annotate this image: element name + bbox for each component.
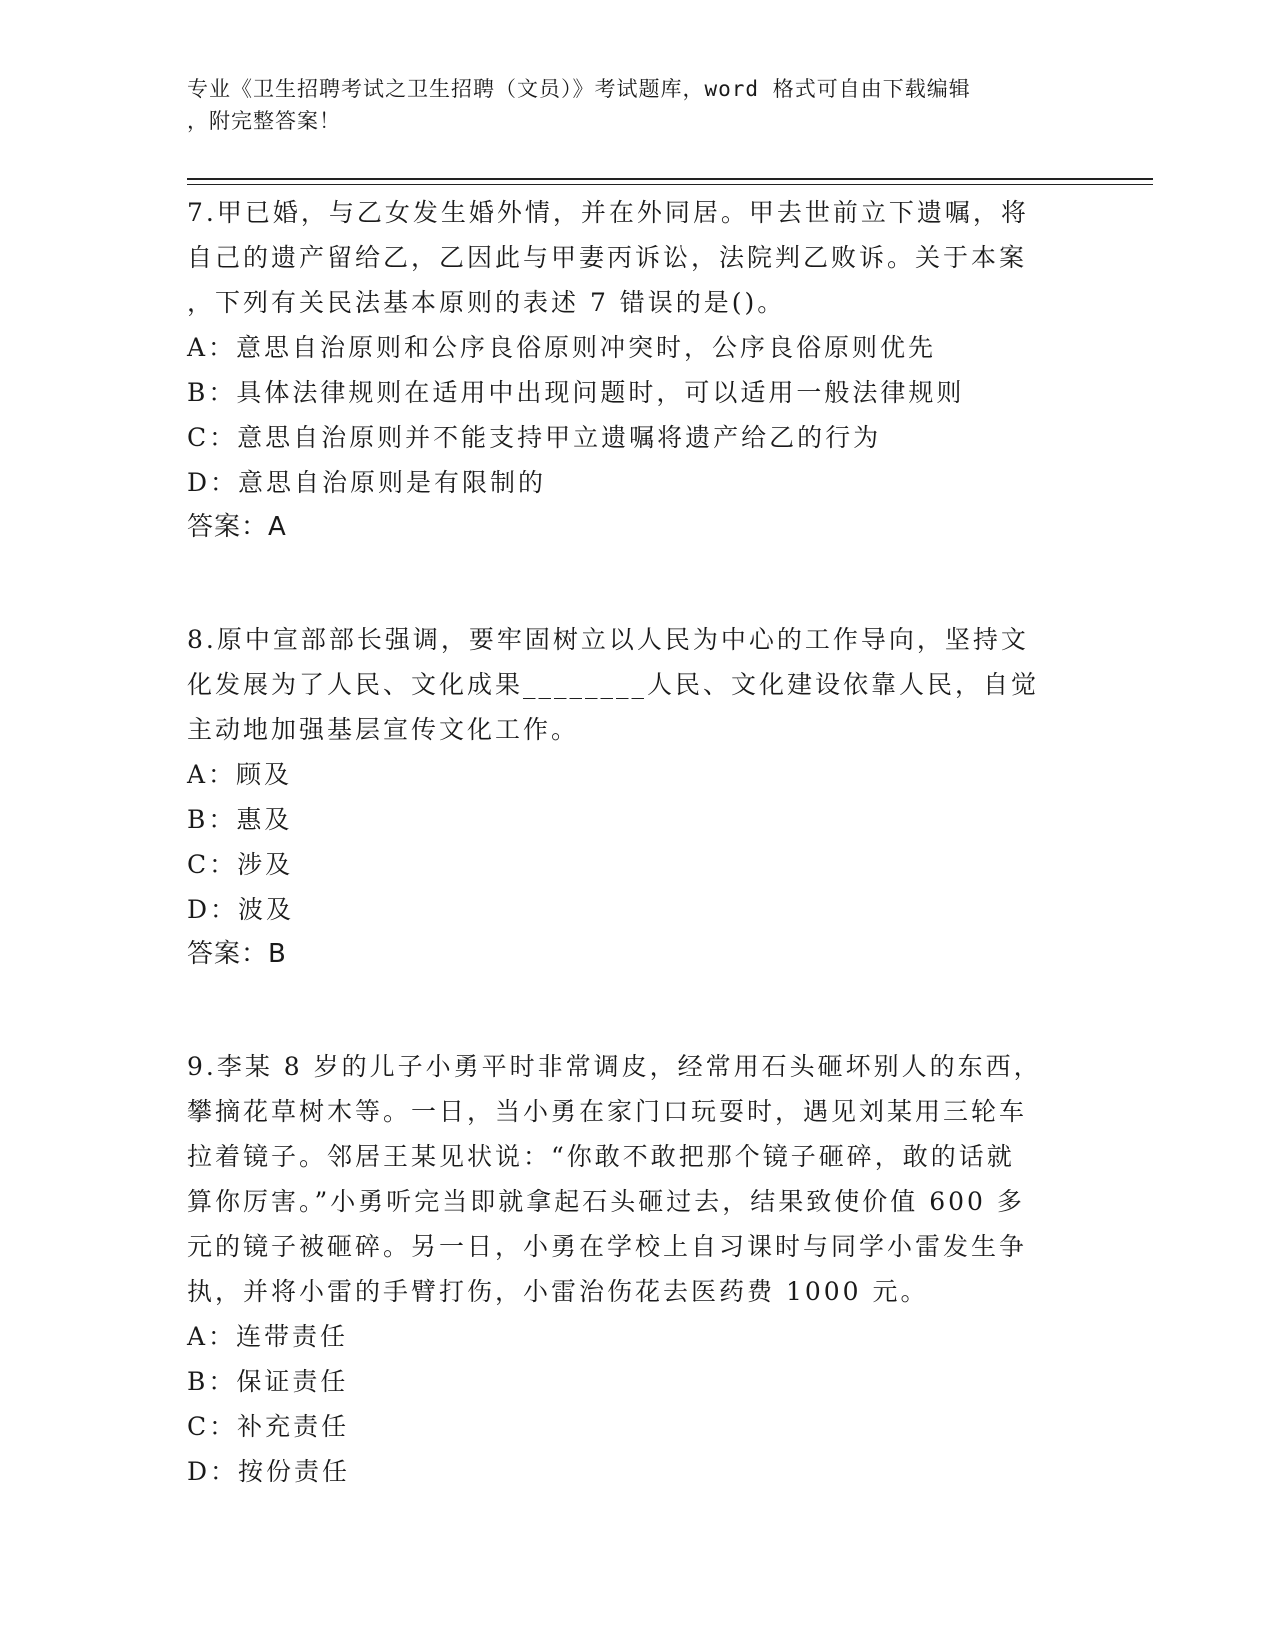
option-d: D：意思自治原则是有限制的 bbox=[187, 468, 547, 497]
header-divider-thin bbox=[187, 184, 1153, 185]
stem-line: 9.李某 8 岁的儿子小勇平时非常调皮，经常用石头砸坏别人的东西， bbox=[187, 1052, 1042, 1081]
option-c: C：涉及 bbox=[187, 850, 294, 879]
question-stem bbox=[187, 617, 1067, 752]
stem-line: 8.原中宣部部长强调，要牢固树立以人民为中心的工作导向，坚持文 bbox=[187, 625, 1029, 654]
option-c: C：意思自治原则并不能支持甲立遗嘱将遗产给乙的行为 bbox=[187, 423, 882, 452]
option-b: B：保证责任 bbox=[187, 1367, 349, 1396]
option-a: A：意思自治原则和公序良俗原则冲突时，公序良俗原则优先 bbox=[187, 333, 937, 362]
stem-line: 元的镜子被砸碎。另一日，小勇在学校上自习课时与同学小雷发生争 bbox=[187, 1232, 1028, 1261]
option-d: D：波及 bbox=[187, 895, 295, 924]
question-stem bbox=[187, 1044, 1067, 1314]
stem-line: 化发展为了人民、文化成果________人民、文化建设依靠人民，自觉 bbox=[187, 670, 1040, 699]
option-d: D：按份责任 bbox=[187, 1457, 351, 1486]
option-a: A：顾及 bbox=[187, 760, 293, 789]
answer: 答案：B bbox=[187, 939, 287, 969]
stem-line: 攀摘花草树木等。一日，当小勇在家门口玩耍时，遇见刘某用三轮车 bbox=[187, 1097, 1028, 1126]
header-line-2: ，附完整答案！ bbox=[187, 109, 341, 133]
option-c: C：补充责任 bbox=[187, 1412, 350, 1441]
stem-line: 拉着镜子。邻居王某见状说：“你敢不敢把那个镜子砸碎，敢的话就 bbox=[187, 1142, 1015, 1171]
stem-line: 算你厉害。”小勇听完当即就拿起石头砸过去，结果致使价值 600 多 bbox=[187, 1187, 1025, 1216]
option-b: B：具体法律规则在适用中出现问题时，可以适用一般法律规则 bbox=[187, 378, 965, 407]
question-8 bbox=[187, 617, 1067, 977]
header-line-1: 专业《卫生招聘考试之卫生招聘（文员）》考试题库，word 格式可自由下载编辑 bbox=[187, 77, 971, 101]
stem-line: ，下列有关民法基本原则的表述 7 错误的是()。 bbox=[187, 288, 786, 317]
question-stem bbox=[187, 190, 1067, 325]
option-b: B：惠及 bbox=[187, 805, 293, 834]
question-list bbox=[187, 190, 1067, 1561]
header-divider-thick bbox=[187, 178, 1153, 180]
question-7 bbox=[187, 190, 1067, 550]
stem-line: 7.甲已婚，与乙女发生婚外情，并在外同居。甲去世前立下遗嘱，将 bbox=[187, 198, 1029, 227]
stem-line: 自己的遗产留给乙，乙因此与甲妻丙诉讼，法院判乙败诉。关于本案 bbox=[187, 243, 1028, 272]
question-9 bbox=[187, 1044, 1067, 1494]
option-a: A：连带责任 bbox=[187, 1322, 349, 1351]
stem-line: 执，并将小雷的手臂打伤，小雷治伤花去医药费 1000 元。 bbox=[187, 1277, 929, 1306]
document-header bbox=[187, 73, 1067, 137]
stem-line: 主动地加强基层宣传文化工作。 bbox=[187, 715, 580, 744]
answer: 答案：A bbox=[187, 512, 287, 542]
